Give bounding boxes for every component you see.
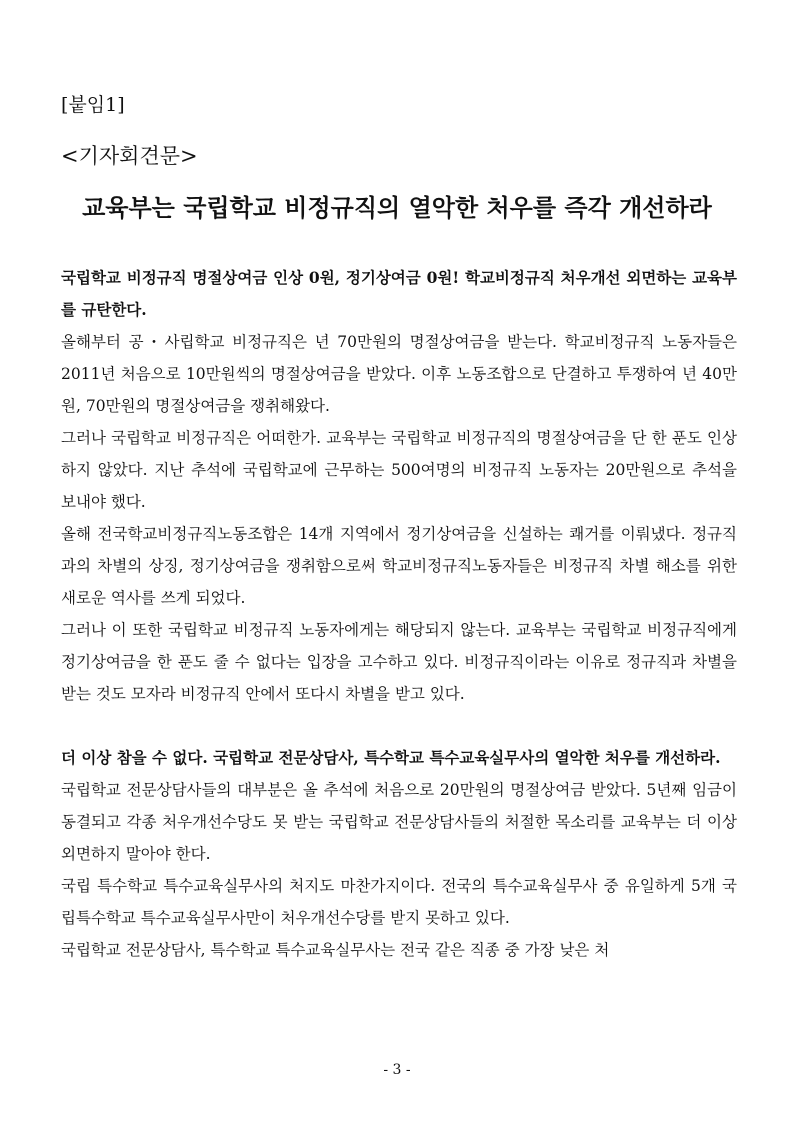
attachment-label: [붙임1] [61, 94, 125, 116]
document-type-label: <기자회견문> [61, 144, 198, 168]
section2-paragraph-3: 국립학교 전문상담사, 특수학교 특수교육실무사는 전국 같은 직종 중 가장 낮은 처 [61, 941, 610, 959]
section-spacer [61, 710, 737, 742]
section1-paragraph-2: 그러나 국립학교 비정규직은 어떠한가. 교육부는 국립학교 비정규직의 명절상여금을 단 한 푼도 인상하지 않았다. 지난 추석에 국립학교에 근무하는 500여명의 비정규직 노동자는 20만원으로 추석을 보내야 했다. [61, 429, 737, 511]
document-body [61, 262, 737, 966]
section2-heading: 더 이상 참을 수 없다. 국립학교 전문상담사, 특수학교 특수교육실무사의 열악한 처우를 개선하라. [61, 748, 721, 767]
section2-paragraph-1: 국립학교 전문상담사들의 대부분은 올 추석에 처음으로 20만원의 명절상여금 받았다. 5년째 임금이 동결되고 각종 처우개선수당도 못 받는 국립학교 전문상담사들의 처절한 목소리를 교육부는 더 이상 외면하지 말아야 한다. [61, 781, 737, 863]
section1-paragraph-1: 올해부터 공・사립학교 비정규직은 년 70만원의 명절상여금을 받는다. 학교비정규직 노동자들은 2011년 처음으로 10만원씩의 명절상여금을 받았다. 이후 노동조합으로 단결하고 투쟁하여 년 40만원, 70만원의 명절상여금을 쟁취해왔다. [61, 333, 737, 415]
section2-paragraph-2: 국립 특수학교 특수교육실무사의 처지도 마찬가지이다. 전국의 특수교육실무사 중 유일하게 5개 국립특수학교 특수교육실무사만이 처우개선수당를 받지 못하고 있다. [61, 877, 737, 927]
page-number: - 3 - [383, 1062, 411, 1078]
section1-heading: 국립학교 비정규직 명절상여금 인상 0원, 정기상여금 0원! 학교비정규직 처우개선 외면하는 교육부를 규탄한다. [61, 268, 737, 319]
section1-paragraph-3: 올해 전국학교비정규직노동조합은 14개 지역에서 정기상여금을 신설하는 쾌거를 이뤄냈다. 정규직과의 차별의 상징, 정기상여금을 쟁취함으로써 학교비정규직노동자들은 비정규직 차별 해소를 위한 새로운 역사를 쓰게 되었다. [61, 525, 737, 607]
document-title: 교육부는 국립학교 비정규직의 열악한 처우를 즉각 개선하라 [82, 194, 712, 222]
section1-paragraph-4: 그러나 이 또한 국립학교 비정규직 노동자에게는 해당되지 않는다. 교육부는 국립학교 비정규직에게 정기상여금을 한 푼도 줄 수 없다는 입장을 고수하고 있다. 비정규직이라는 이유로 정규직과 차별을 받는 것도 모자라 비정규직 안에서 또다시 차별을 받고 있다. [61, 621, 737, 703]
